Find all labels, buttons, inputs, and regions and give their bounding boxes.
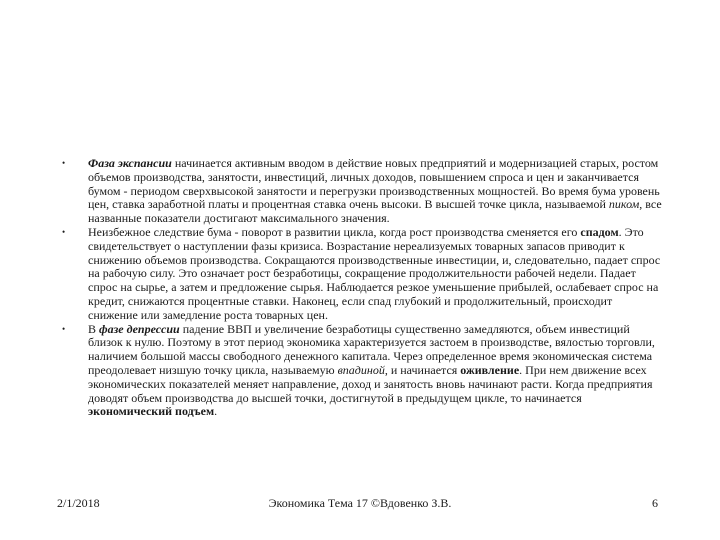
paragraph-text: падение ВВП и увеличение безработицы существенно замедляются, объем инвестиций близок к нулю. Поэтому в этот период экономика характеризуется застоем в производстве, вялостью торговли, наличием большой массы свободного денежного капитала. Через определенное время экономическая система преодолевает низшую точку цикла, называемую — [88, 321, 655, 377]
term-depression-phase: фазе депрессии — [99, 321, 180, 336]
paragraph-text: Неизбежное следствие бума - поворот в развитии цикла, когда рост производства сменяется его — [88, 224, 581, 239]
term-recession: спадом — [580, 224, 619, 239]
term-economic-boom: экономический подъем — [88, 404, 215, 419]
footer-date: 2/1/2018 — [57, 496, 100, 510]
bullet-dot: • — [62, 226, 66, 237]
term-expansion-phase: Фаза экспансии — [88, 156, 172, 170]
bullet-dot: • — [62, 323, 66, 334]
list-item — [62, 157, 662, 226]
paragraph-text: , и начинается — [384, 362, 461, 377]
term-peak: пиком — [608, 197, 640, 212]
list-item — [62, 226, 662, 323]
term-revival: оживление — [460, 362, 520, 377]
bullet-list — [62, 157, 662, 419]
paragraph-text: . Это свидетельствует о наступлении фазы кризиса. Возрастание нереализуемых товарных запасов приводит к снижению объемов производства. Сокращаются производственные инвестиции, и, следовательно, падает спрос на рабочую силу. Это означает рост безработицы, сокращение продолжительности рабочей недели. Падает спрос на сырье, а затем и предложение сырья. Наблюдается резкое уменьшение прибылей, ослабевает спрос на кредит, снижаются процентные ставки. Наконец, если спад глубокий и продолжительный, происходит снижение или замедление роста товарных цен. — [88, 224, 661, 322]
paragraph-text: В — [88, 321, 100, 336]
footer-title: Экономика Тема 17 ©Вдовенко З.В. — [268, 496, 452, 510]
paragraph-text: начинается активным вводом в действие новых предприятий и модернизацией старых, ростом объемов производства, занятости, инвестиций, личных доходов, повышением спроса и цен и заканчивается бумом - периодом сверхвысокой занятости и перегрузки производственных мощностей. Во время бума уровень цен, ставка заработной платы и процентная ставка очень высоки. В высшей точке цикла, называемой — [88, 156, 660, 212]
bullet-dot: • — [62, 158, 66, 168]
paragraph-text: , все названные показатели достигают максимального значения. — [88, 197, 662, 226]
term-trough: впадиной — [337, 362, 385, 377]
paragraph-text: . — [214, 404, 218, 419]
list-item — [62, 323, 662, 420]
paragraph-text: . При нем движение всех экономических показателей меняет направление, доход и занятость вновь начинают расти. Когда предприятия доводят объем производства до высшей точки, достигнутой в предыдущем цикле, то начинается — [88, 362, 653, 405]
slide-number: 6 — [652, 496, 658, 510]
